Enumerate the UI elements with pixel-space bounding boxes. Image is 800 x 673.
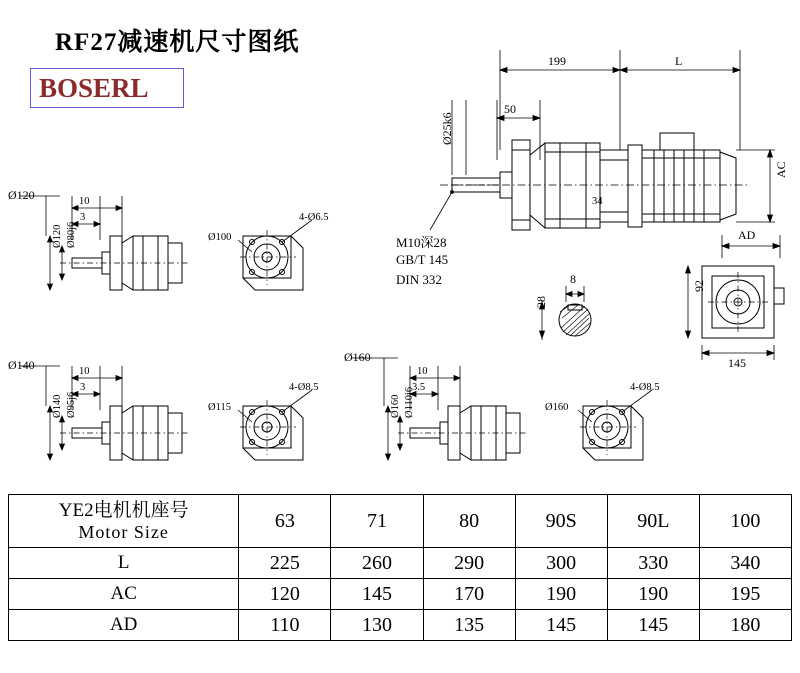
dim-160-b: 3.5 [412, 382, 426, 393]
note-standard2: DIN 332 [396, 272, 442, 287]
spec-table [8, 494, 792, 641]
dim-key-8: 8 [570, 272, 576, 286]
dim-34: 34 [592, 196, 603, 207]
table-cell: 190 [607, 579, 699, 610]
dim-92: 92 [692, 280, 706, 292]
label-flange-140: Ø140 [8, 358, 35, 372]
label-flange-160: Ø160 [344, 350, 371, 364]
dim-140-bolts: 4-Ø8.5 [289, 382, 319, 393]
dim-199: 199 [548, 54, 566, 68]
table-cell: 190 [515, 579, 607, 610]
table-row [9, 579, 792, 610]
table-cell: 300 [515, 548, 607, 579]
dim-120-b: 3 [80, 212, 86, 223]
table-cell-size-1: 71 [331, 495, 423, 548]
note-thread: M10深28 [396, 235, 447, 250]
table-cell-size-3: 90S [515, 495, 607, 548]
dim-shaft-dia: Ø25k6 [440, 112, 454, 145]
dim-160-a: 10 [417, 366, 428, 377]
dim-120-bore: Ø80j6 [66, 221, 77, 248]
table-row [9, 548, 792, 579]
dim-120-pcd: Ø100 [208, 232, 232, 243]
table-header-cn: YE2电机机座号 [58, 499, 189, 521]
table-cell: 260 [331, 548, 423, 579]
table-cell-size-2: 80 [423, 495, 515, 548]
dim-120-od: Ø120 [52, 224, 63, 248]
page-title: RF27减速机尺寸图纸 [55, 29, 300, 56]
table-row-label-AD: AD [9, 610, 239, 641]
table-cell: 135 [423, 610, 515, 641]
table-cell: 340 [699, 548, 791, 579]
table-cell: 145 [515, 610, 607, 641]
dim-140-od: Ø140 [52, 394, 63, 418]
label-flange-120: Ø120 [8, 188, 35, 202]
dim-120-bolts: 4-Ø6.5 [299, 212, 329, 223]
dim-145: 145 [728, 356, 746, 370]
dim-160-pcd: Ø160 [545, 402, 569, 413]
table-row-header [9, 495, 792, 548]
table-header-label [9, 495, 239, 548]
table-cell: 130 [331, 610, 423, 641]
table-cell-size-5: 100 [699, 495, 791, 548]
dim-120-a: 10 [79, 196, 90, 207]
dim-50: 50 [504, 102, 516, 116]
table-cell-size-4: 90L [607, 495, 699, 548]
dim-key-28: 28 [534, 296, 548, 308]
logo-text: BOSERL [39, 73, 149, 103]
table-cell: 145 [607, 610, 699, 641]
dim-140-b: 3 [80, 382, 86, 393]
dim-160-bolts: 4-Ø8.5 [630, 382, 660, 393]
table-cell-size-0: 63 [239, 495, 331, 548]
table-cell: 120 [239, 579, 331, 610]
table-cell: 330 [607, 548, 699, 579]
table-cell: 145 [331, 579, 423, 610]
table-cell: 225 [239, 548, 331, 579]
dim-160-bore: Ø110j6 [404, 386, 415, 418]
table-cell: 180 [699, 610, 791, 641]
table-row-label-AC: AC [9, 579, 239, 610]
dim-AC: AC [774, 161, 788, 178]
dim-AD: AD [738, 228, 756, 242]
table-cell: 195 [699, 579, 791, 610]
dim-140-bore: Ø95j6 [66, 391, 77, 418]
dim-140-a: 10 [79, 366, 90, 377]
table-cell: 110 [239, 610, 331, 641]
note-standard1: GB/T 145 [396, 252, 449, 267]
table-cell: 170 [423, 579, 515, 610]
table-header-en: Motor Size [78, 521, 169, 542]
table-row-label-L: L [9, 548, 239, 579]
dim-160-od: Ø160 [390, 394, 401, 418]
dim-L: L [675, 54, 683, 68]
dim-140-pcd: Ø115 [208, 402, 231, 413]
table-cell: 290 [423, 548, 515, 579]
table-row [9, 610, 792, 641]
